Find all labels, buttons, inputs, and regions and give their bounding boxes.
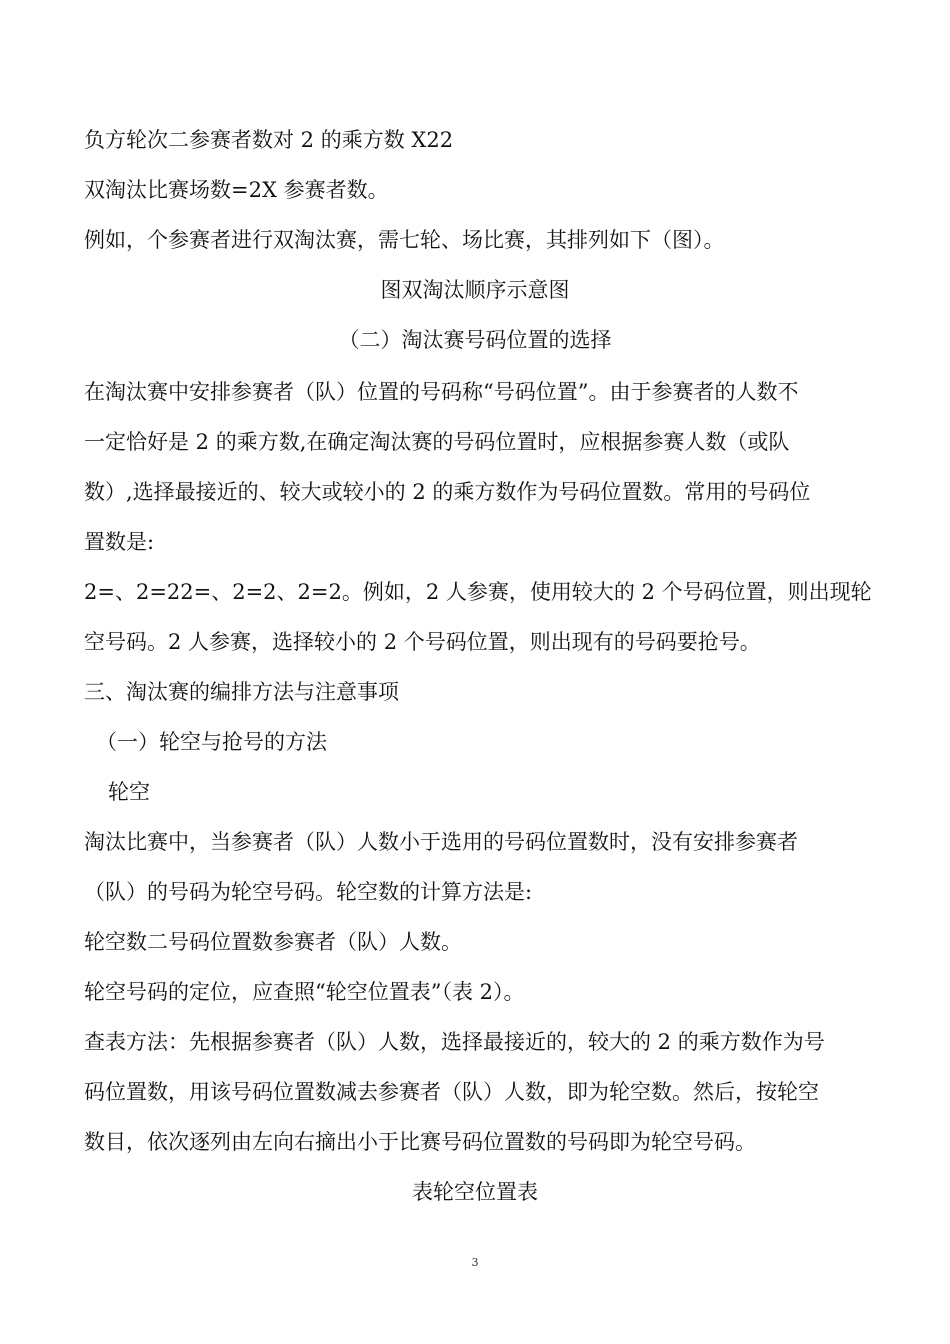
text-line-3: 例如，个参赛者进行双淘汰赛，需七轮、场比赛，其排列如下（图）。	[84, 228, 725, 252]
paragraph-line-3: 数）,选择最接近的、较大或较小的 2 的乘方数作为号码位置数。常用的号码位	[84, 480, 811, 504]
text-line-1: 负方轮次二参赛者数对 2 的乘方数 X22	[84, 128, 454, 152]
paragraph-line-9: 轮空号码的定位，应查照“轮空位置表”（表 2）。	[84, 980, 525, 1004]
paragraph-line-10: 查表方法：先根据参赛者（队）人数，选择最接近的，较大的 2 的乘方数作为号	[84, 1030, 825, 1054]
section-heading-2: （二）淘汰赛号码位置的选择	[338, 328, 612, 352]
subheading-bye: 轮空	[108, 780, 150, 804]
section-heading-3: 三、淘汰赛的编排方法与注意事项	[84, 680, 399, 704]
paragraph-line-12: 数目，依次逐列由左向右摘出小于比赛号码位置数的号码即为轮空号码。	[84, 1130, 756, 1154]
paragraph-line-6: 空号码。2 人参赛，选择较小的 2 个号码位置，则出现有的号码要抢号。	[84, 630, 761, 654]
figure-caption: 图双淘汰顺序示意图	[380, 278, 570, 302]
paragraph-line-5: 2=、2=22=、2=2、2=2。例如，2 人参赛，使用较大的 2 个号码位置，则出现轮	[84, 580, 872, 604]
formula-line: 轮空数二号码位置数参赛者（队）人数。	[84, 930, 462, 954]
text-line-2: 双淘汰比赛场数=2X 参赛者数。	[84, 178, 389, 202]
page-number: 3	[471, 1256, 479, 1269]
paragraph-line-11: 码位置数，用该号码位置数减去参赛者（队）人数，即为轮空数。然后，按轮空	[84, 1080, 819, 1104]
paragraph-line-4: 置数是:	[84, 530, 155, 554]
table-caption: 表轮空位置表	[412, 1180, 538, 1204]
paragraph-line-2: 一定恰好是 2 的乘方数,在确定淘汰赛的号码位置时，应根据参赛人数（或队	[84, 430, 790, 454]
paragraph-line-7: 淘汰比赛中，当参赛者（队）人数小于选用的号码位置数时，没有安排参赛者	[84, 830, 798, 854]
paragraph-line-1: 在淘汰赛中安排参赛者（队）位置的号码称“号码位置”。由于参赛者的人数不	[84, 380, 799, 404]
subsection-heading-1: （一）轮空与抢号的方法	[96, 730, 327, 754]
paragraph-line-8: （队）的号码为轮空号码。轮空数的计算方法是:	[84, 880, 533, 904]
